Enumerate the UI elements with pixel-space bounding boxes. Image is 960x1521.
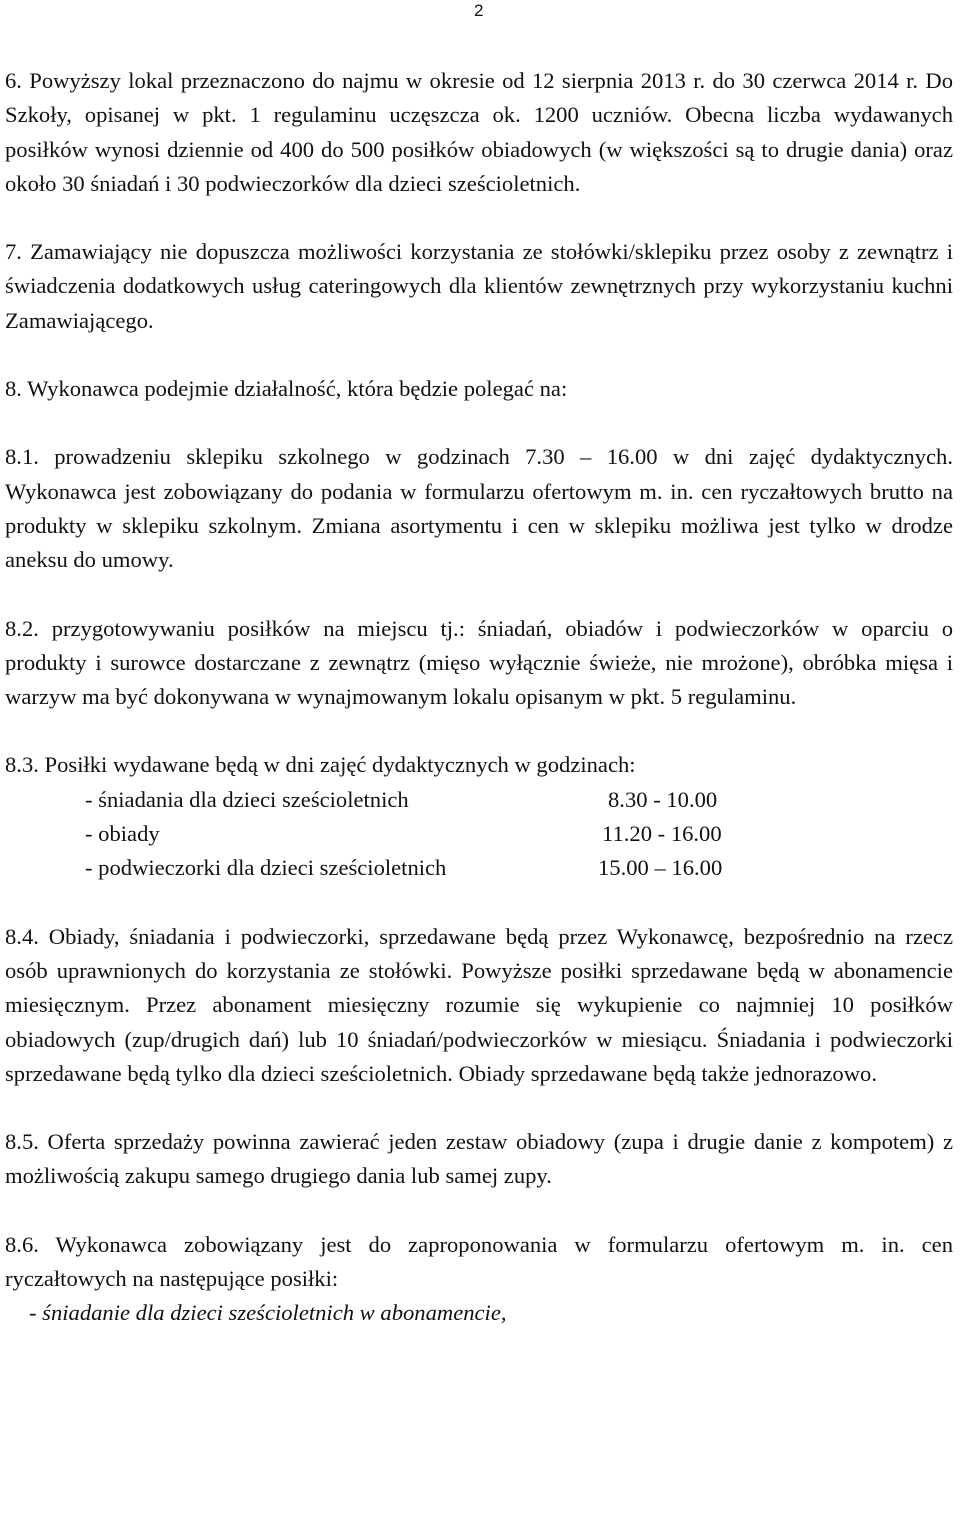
paragraph-8: 8. Wykonawca podejmie działalność, która będzie polegać na: (5, 376, 568, 402)
schedule-time: 8.30 - 10.00 (608, 786, 718, 812)
schedule-time: 15.00 – 16.00 (598, 855, 723, 881)
schedule-label: - obiady (85, 821, 160, 847)
page-number: 2 (474, 1, 484, 20)
paragraph-6: 6. Powyższy lokal przeznaczono do najmu w okresie od 12 sierpnia 2013 r. do 30 czerwca 2014 r. Do Szkoły, opisanej w pkt. 1 regulaminu uczęszcza ok. 1200 uczniów. Obecna liczba wydawanych posiłków wynosi dziennie od 400 do 500 posiłków obiadowych (w większości są to drugie dania) oraz około 30 śniadań i 30 podwieczorków dla dzieci sześcioletnich. (5, 68, 953, 196)
meal-schedule (5, 783, 953, 886)
paragraph-8-4: 8.4. Obiady, śniadania i podwieczorki, sprzedawane będą przez Wykonawcę, bezpośrednio na rzecz osób uprawnionych do korzystania ze stołówki. Powyższe posiłki sprzedawane będą w abonamencie miesięcznym. Przez abonament miesięczny rozumie się wykupienie co najmniej 10 posiłków obiadowych (zup/drugich dań) lub 10 śniadań/podwieczorków w miesiącu. Śniadania i podwieczorki sprzedawane będą tylko dla dzieci sześcioletnich. Obiady sprzedawane będą także jednorazowo. (5, 923, 953, 1086)
paragraph-8-1: 8.1. prowadzeniu sklepiku szkolnego w godzinach 7.30 – 16.00 w dni zajęć dydaktycznych. Wykonawca jest zobowiązany do podania w formularzu ofertowym m. in. cen ryczałtowych brutto na produkty w sklepiku szkolnym. Zmiana asortymentu i cen w sklepiku możliwa jest tylko w drodze aneksu do umowy. (5, 444, 953, 573)
paragraph-8-6-item: - śniadanie dla dzieci sześcioletnich w abonamencie, (29, 1300, 507, 1326)
schedule-time: 11.20 - 16.00 (602, 821, 722, 847)
paragraph-8-2: 8.2. przygotowywaniu posiłków na miejscu tj.: śniadań, obiadów i podwieczorków w oparciu o produkty i surowce dostarczane z zewnątrz (mięso wyłącznie świeże, nie mrożone), obróbka mięsa i warzyw ma być dokonywana w wynajmowanym lokalu opisanym w pkt. 5 regulaminu. (5, 615, 953, 710)
schedule-row (5, 817, 953, 851)
schedule-row (5, 851, 953, 885)
document-body (5, 64, 953, 1331)
paragraph-7: 7. Zamawiający nie dopuszcza możliwości korzystania ze stołówki/sklepiku przez osoby z zewnątrz i świadczenia dodatkowych usług cateringowych dla klientów zewnętrznych przy wykorzystaniu kuchni Zamawiającego. (5, 239, 953, 333)
paragraph-8-3: 8.3. Posiłki wydawane będą w dni zajęć dydaktycznych w godzinach: (5, 752, 636, 778)
schedule-row (5, 783, 953, 817)
schedule-label: - podwieczorki dla dzieci sześcioletnich (85, 855, 447, 881)
schedule-label: - śniadania dla dzieci sześcioletnich (85, 786, 409, 812)
paragraph-8-6: 8.6. Wykonawca zobowiązany jest do zaproponowania w formularzu ofertowym m. in. cen ryczałtowych na następujące posiłki: (5, 1231, 953, 1292)
paragraph-8-5: 8.5. Oferta sprzedaży powinna zawierać jeden zestaw obiadowy (zupa i drugie danie z kompotem) z możliwością zakupu samego drugiego dania lub samej zupy. (5, 1129, 953, 1189)
